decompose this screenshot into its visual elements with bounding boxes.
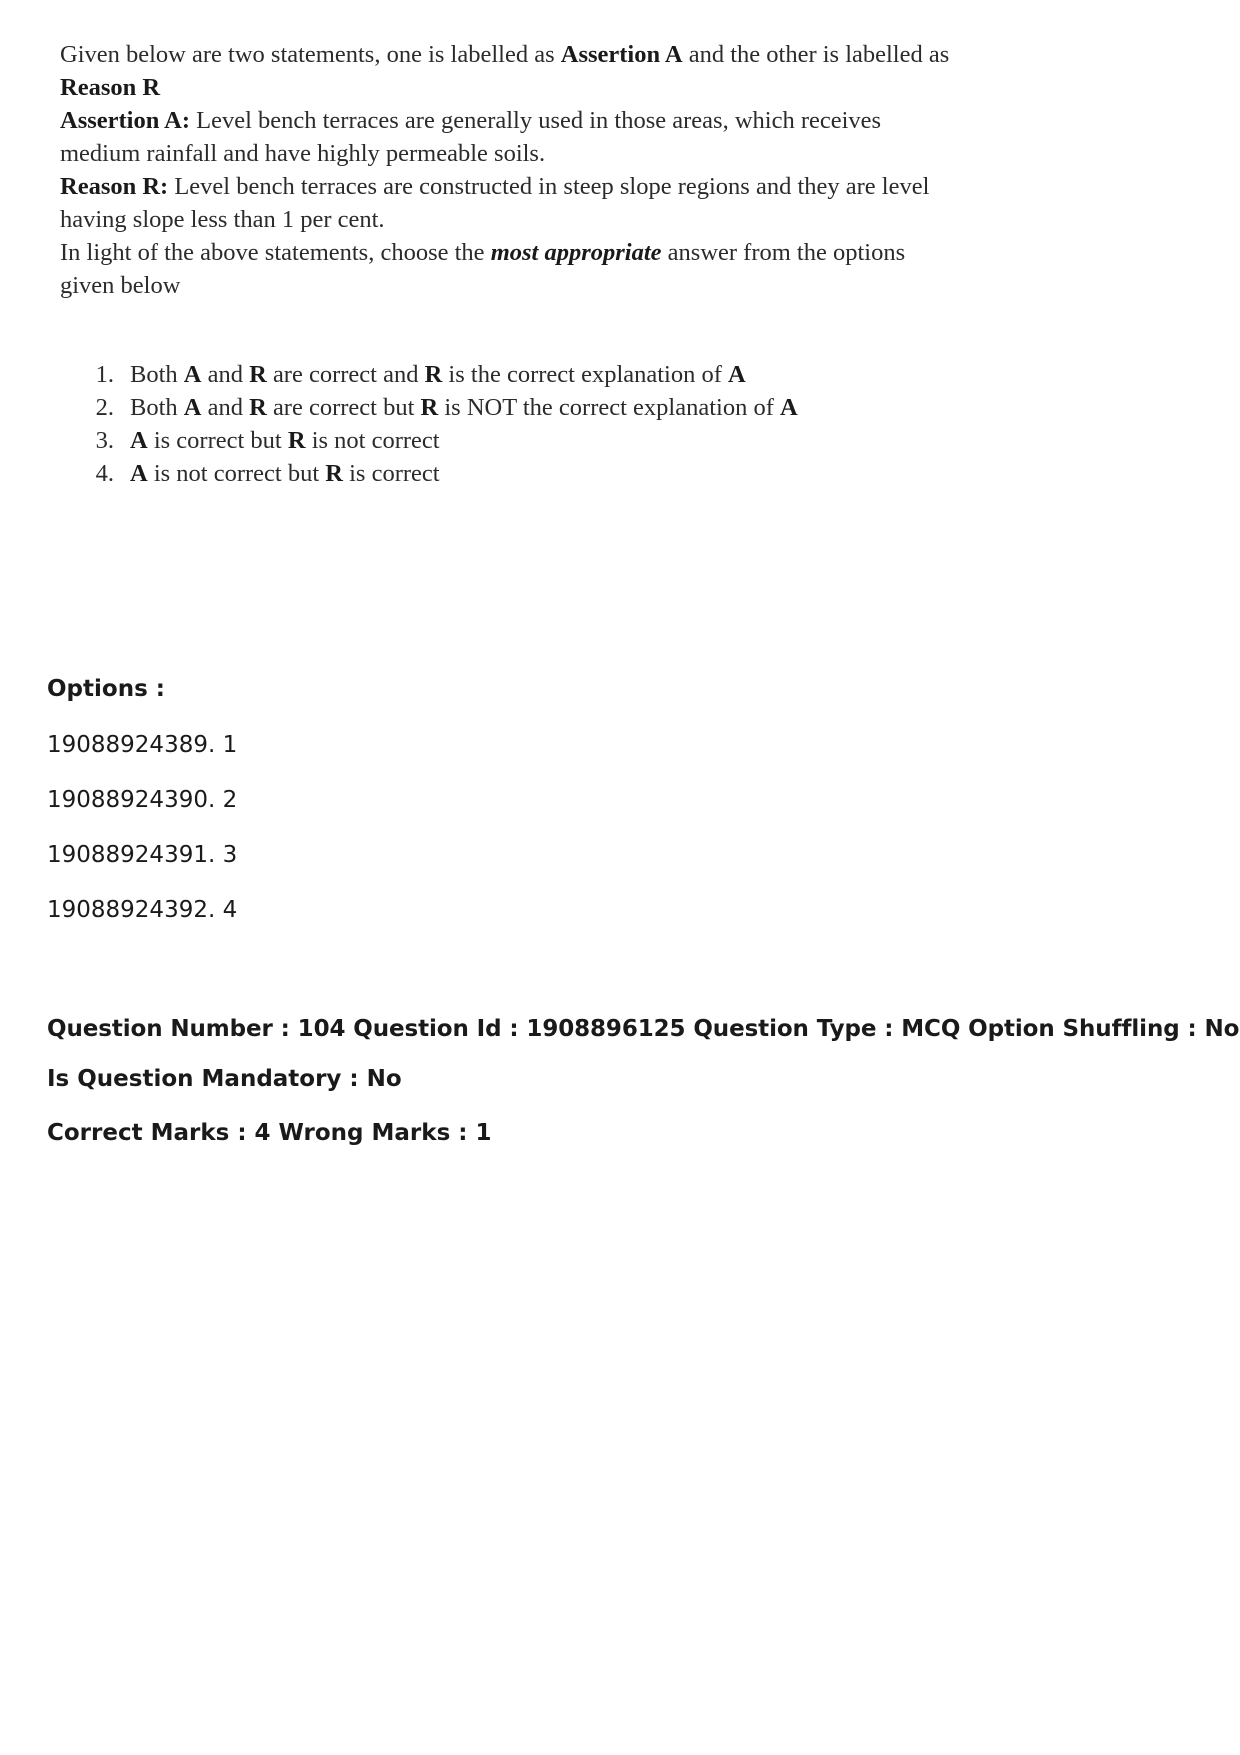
question-info-line: Question Number : 104 Question Id : 1908896125 Question Type : MCQ Option Shuffling : No: [47, 1016, 1240, 1042]
question-intro: [60, 38, 960, 104]
option-item: 19088924389. 1: [47, 732, 238, 758]
choice-number: 4.: [95, 460, 114, 487]
instruction-text-end: answer from the options given below: [60, 239, 906, 299]
instruction-emphasis: most appropriate: [490, 239, 662, 266]
choice-number: 3.: [95, 427, 114, 454]
choice-number: 2.: [95, 394, 114, 421]
assertion-text: Level bench terraces are generally used in those areas, which receives medium rainfall and have highly permeable soils.: [60, 107, 882, 167]
choice-item: [60, 424, 960, 457]
answer-choices: [60, 358, 960, 490]
intro-text: Given below are two statements, one is labelled as: [60, 41, 561, 68]
choice-text: A is correct but R is not correct: [130, 427, 440, 454]
reason-label: Reason R:: [60, 173, 169, 200]
question-instruction: [60, 236, 960, 302]
intro-assertion-label: Assertion A: [560, 41, 683, 68]
question-image: [60, 38, 960, 490]
instruction-text: In light of the above statements, choose the: [60, 239, 491, 266]
option-item: 19088924391. 3: [47, 842, 238, 868]
choice-text: A is not correct but R is correct: [130, 460, 440, 487]
choice-text: Both A and R are correct but R is NOT the correct explanation of A: [130, 394, 798, 421]
option-item: 19088924390. 2: [47, 787, 238, 813]
reason-text: Level bench terraces are constructed in steep slope regions and they are level having slope less than 1 per cent.: [60, 173, 930, 233]
intro-text-mid: and the other is labelled as: [682, 41, 950, 68]
assertion-label: Assertion A:: [60, 107, 190, 134]
options-heading: Options :: [47, 676, 165, 702]
question-marks: Correct Marks : 4 Wrong Marks : 1: [47, 1120, 492, 1146]
question-mandatory: Is Question Mandatory : No: [47, 1066, 402, 1092]
choice-item: [60, 358, 960, 391]
option-item: 19088924392. 4: [47, 897, 238, 923]
assertion-statement: [60, 104, 960, 170]
choice-item: [60, 457, 960, 490]
reason-statement: [60, 170, 960, 236]
choice-text: Both A and R are correct and R is the correct explanation of A: [130, 361, 746, 388]
choice-number: 1.: [95, 361, 114, 388]
intro-reason-label: Reason R: [60, 74, 161, 101]
choice-item: [60, 391, 960, 424]
